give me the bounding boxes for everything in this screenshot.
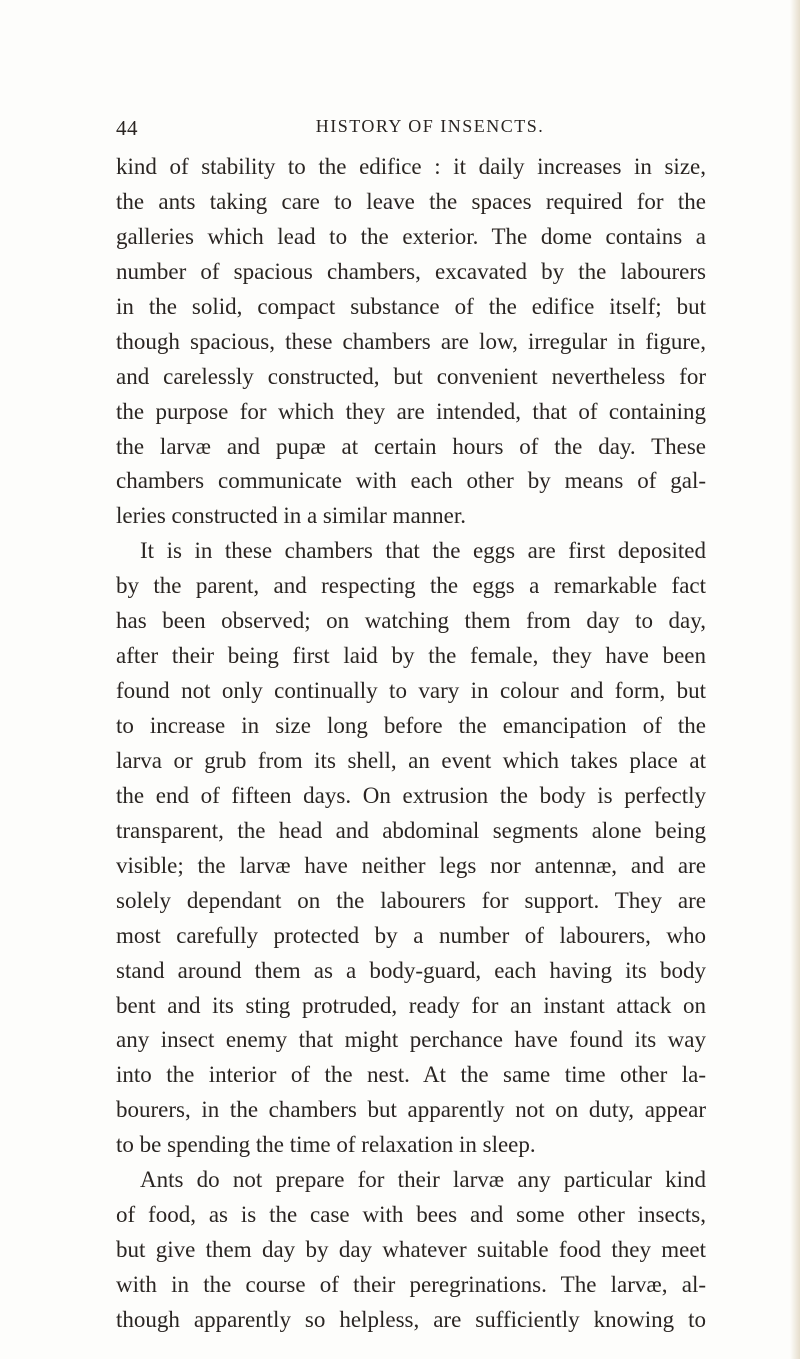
text-line: number of spacious chambers, excavated by the labourers [116, 258, 706, 284]
text-line: has been observed; on watching them from day to day, [116, 608, 706, 634]
text-line: but give them day by day whatever suitable food they meet [116, 1237, 706, 1263]
text-line: and carelessly constructed, but convenient nevertheless for [116, 363, 706, 389]
text-line: in the solid, compact substance of the edifice itself; but [116, 293, 706, 319]
text-line: the ants taking care to leave the spaces required for the [116, 188, 706, 214]
text-line: though apparently so helpless, are sufficiently knowing to [116, 1306, 706, 1332]
running-title: HISTORY OF INSENCTS. [315, 116, 545, 136]
text-line: found not only continually to vary in colour and form, but [116, 678, 706, 704]
text-line: larva or grub from its shell, an event which takes place at [116, 747, 706, 773]
text-line: by the parent, and respecting the eggs a remarkable fact [116, 573, 706, 599]
text-line: visible; the larvæ have neither legs nor antennæ, and are [116, 852, 706, 878]
text-line: with in the course of their peregrinations. The larvæ, al- [116, 1272, 706, 1297]
running-head [116, 116, 706, 146]
text-line: the end of fifteen days. On extrusion the body is perfectly [116, 782, 706, 808]
text-line: chambers communicate with each other by means of gal- [116, 468, 706, 494]
text-line: solely dependant on the labourers for support. They are [116, 887, 706, 913]
text-line: most carefully protected by a number of labourers, who [116, 922, 706, 948]
text-line: into the interior of the nest. At the same time other la- [116, 1062, 706, 1088]
page-edge [790, 0, 800, 1359]
text-line: bourers, in the chambers but apparently not on duty, appear [116, 1097, 706, 1123]
text-line: stand around them as a body-guard, each having its body [116, 957, 706, 983]
text-line: of food, as is the case with bees and some other insects, [116, 1202, 706, 1228]
text-line: to increase in size long before the emancipation of the [116, 713, 706, 738]
text-line: leries constructed in a similar manner. [116, 503, 466, 529]
text-line: to be spending the time of relaxation in sleep. [116, 1132, 536, 1158]
text-line: transparent, the head and abdominal segments alone being [116, 817, 706, 843]
body-text [116, 150, 706, 1338]
text-line: It is in these chambers that the eggs are first deposited [140, 538, 706, 564]
page-number: 44 [116, 116, 138, 140]
text-line: bent and its sting protruded, ready for an instant attack on [116, 992, 706, 1018]
text-line: kind of stability to the edifice : it daily increases in size, [116, 154, 706, 179]
text-line: the purpose for which they are intended, that of containing [116, 398, 706, 424]
text-line: any insect enemy that might perchance have found its way [116, 1027, 706, 1053]
text-line: though spacious, these chambers are low, irregular in figure, [116, 328, 706, 354]
text-line: galleries which lead to the exterior. The dome contains a [116, 223, 706, 249]
text-line: after their being first laid by the female, they have been [116, 643, 706, 669]
text-line: the larvæ and pupæ at certain hours of the day. These [116, 433, 706, 459]
text-line: Ants do not prepare for their larvæ any particular kind [140, 1167, 706, 1193]
